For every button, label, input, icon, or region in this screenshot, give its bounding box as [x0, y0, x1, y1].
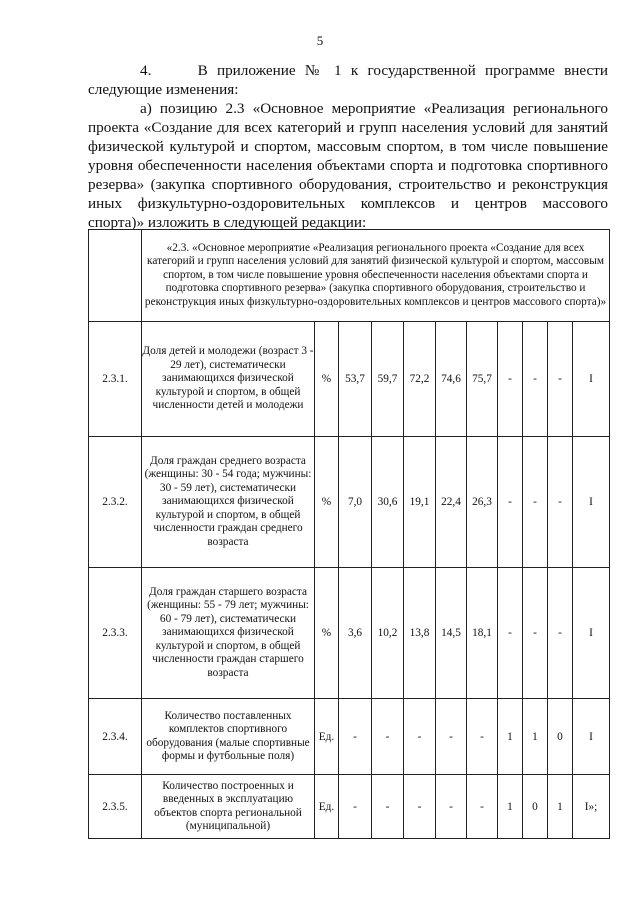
row-id: 2.3.1. — [89, 322, 142, 437]
unit-cell: Ед. — [315, 699, 339, 775]
value-cell: 59,7 — [372, 322, 404, 437]
value-cell: 72,2 — [404, 322, 436, 437]
value-cell: 18,1 — [467, 568, 498, 699]
value-cell: - — [498, 322, 523, 437]
value-cell: - — [523, 322, 548, 437]
value-cell: 74,6 — [436, 322, 467, 437]
value-cell: 10,2 — [372, 568, 404, 699]
value-cell: 13,8 — [404, 568, 436, 699]
indicator-name: Количество построенных и введенных в эксплуатацию объектов спорта региональной (муниципальной) — [142, 775, 315, 839]
table-row — [89, 775, 610, 839]
value-cell: - — [523, 568, 548, 699]
row-id: 2.3.3. — [89, 568, 142, 699]
value-cell: - — [548, 437, 573, 568]
intro-paragraph-2 — [88, 99, 608, 232]
value-cell: - — [498, 568, 523, 699]
value-cell: - — [436, 699, 467, 775]
indicator-name: Доля граждан старшего возраста (женщины: 55 - 79 лет; мужчины: 60 - 79 лет), систематически занимающихся физической культурой и спортом, в общей численности граждан старшего возраста — [142, 568, 315, 699]
table-row — [89, 437, 610, 568]
last-cell: I — [573, 322, 610, 437]
row-id: 2.3.2. — [89, 437, 142, 568]
value-cell: - — [548, 568, 573, 699]
value-cell: - — [436, 775, 467, 839]
unit-cell: % — [315, 568, 339, 699]
value-cell: - — [339, 775, 372, 839]
value-cell: - — [548, 322, 573, 437]
value-cell: - — [372, 775, 404, 839]
header-empty-cell — [89, 230, 142, 322]
value-cell: - — [404, 775, 436, 839]
intro-paragraph-1 — [88, 61, 608, 99]
table-row — [89, 568, 610, 699]
unit-cell: % — [315, 322, 339, 437]
last-cell: I — [573, 437, 610, 568]
row-id: 2.3.5. — [89, 775, 142, 839]
value-cell: - — [404, 699, 436, 775]
value-cell: - — [467, 775, 498, 839]
amendment-item-text: 4. В приложение № 1 к государственной программе внести следующие изменения: — [88, 62, 608, 98]
value-cell: 30,6 — [372, 437, 404, 568]
value-cell: - — [523, 437, 548, 568]
value-cell: 3,6 — [339, 568, 372, 699]
last-cell: I»; — [573, 775, 610, 839]
last-cell: I — [573, 699, 610, 775]
value-cell: - — [339, 699, 372, 775]
value-cell: 0 — [548, 699, 573, 775]
amendment-subitem-text: а) позицию 2.3 «Основное мероприятие «Реализация регионального проекта «Создание для всех категорий и групп населения условий для занятий физической культурой и спортом, массовым спортом, в том числе повышение уровня обеспеченности населения объектами спорта и подготовка спортивного резерва» (закупка спортивного оборудования, строительство и реконструкция иных физкультурно-оздоровительных комплексов и центров массового спорта)» изложить в следующей редакции: — [88, 100, 608, 231]
value-cell: 26,3 — [467, 437, 498, 568]
value-cell: - — [467, 699, 498, 775]
indicators-table — [88, 229, 610, 839]
table-row — [89, 322, 610, 437]
value-cell: 1 — [498, 699, 523, 775]
table-row — [89, 699, 610, 775]
value-cell: 1 — [548, 775, 573, 839]
row-id: 2.3.4. — [89, 699, 142, 775]
value-cell: 75,7 — [467, 322, 498, 437]
table-header-row — [89, 230, 610, 322]
unit-cell: % — [315, 437, 339, 568]
value-cell: 19,1 — [404, 437, 436, 568]
value-cell: 53,7 — [339, 322, 372, 437]
value-cell: 7,0 — [339, 437, 372, 568]
value-cell: 1 — [523, 699, 548, 775]
section-header: «2.3. «Основное мероприятие «Реализация регионального проекта «Создание для всех категорий и групп населения условий для занятий физической культурой и спортом, массовым спортом, в том числе повышение уровня обеспеченности населения объектами спорта и подготовка спортивного резерва» (закупка спортивного оборудования, строительство и реконструкция иных физкультурно-оздоровительных комплексов и центров массового спорта)» — [142, 230, 610, 322]
value-cell: 0 — [523, 775, 548, 839]
indicator-name: Доля граждан среднего возраста (женщины: 30 - 54 года; мужчины: 30 - 59 лет), систематически занимающихся физической культурой и спортом, в общей численности граждан среднего возраста — [142, 437, 315, 568]
indicator-name: Количество поставленных комплектов спортивного оборудования (малые спортивные формы и футбольные поля) — [142, 699, 315, 775]
value-cell: 14,5 — [436, 568, 467, 699]
value-cell: - — [498, 437, 523, 568]
last-cell: I — [573, 568, 610, 699]
value-cell: - — [372, 699, 404, 775]
unit-cell: Ед. — [315, 775, 339, 839]
value-cell: 1 — [498, 775, 523, 839]
value-cell: 22,4 — [436, 437, 467, 568]
indicator-name: Доля детей и молодежи (возраст 3 - 29 лет), систематически занимающихся физической культурой и спортом, в общей численности детей и молодежи — [142, 322, 315, 437]
page-number: 5 — [316, 33, 324, 48]
